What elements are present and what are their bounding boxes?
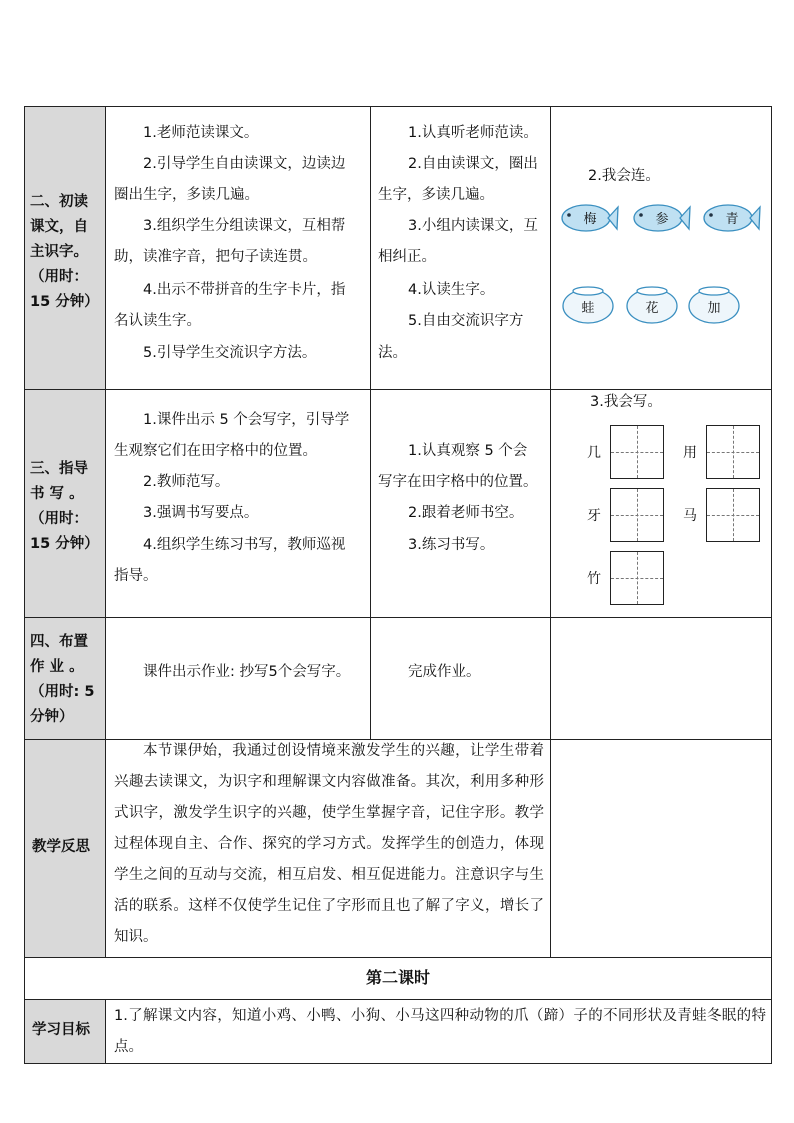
text-line: 助，读准字音，把句子读连贯。 bbox=[114, 249, 317, 265]
row-label bbox=[30, 187, 99, 318]
label-line: （用时： bbox=[30, 269, 88, 285]
write-char-label: 用 bbox=[683, 445, 697, 461]
text-line: 5.自由交流识字方 bbox=[408, 313, 524, 329]
text-line: 5.引导学生交流识字方法。 bbox=[143, 345, 317, 361]
row-label bbox=[30, 627, 94, 733]
label-line: 课文，自 bbox=[30, 219, 88, 235]
exercise-title: 3.我会写。 bbox=[590, 394, 662, 410]
text-line: 4.出示不带拼音的生字卡片，指 bbox=[143, 282, 346, 298]
text-line: 1.认真观察 5 个会 bbox=[408, 443, 528, 459]
text-line: 生字，多读几遍。 bbox=[378, 187, 494, 203]
write-char-label: 竹 bbox=[587, 571, 601, 587]
fish-char: 青 bbox=[725, 212, 739, 227]
text-line: 圈出生字，多读几遍。 bbox=[114, 187, 259, 203]
label-line: 15 分钟） bbox=[30, 294, 99, 310]
label-line: 二、初读 bbox=[30, 194, 88, 210]
write-char-label: 马 bbox=[683, 508, 697, 524]
student-homework: 完成作业。 bbox=[408, 664, 481, 680]
label-line: 作 业 。 bbox=[30, 659, 84, 675]
section-title: 第二课时 bbox=[365, 968, 430, 987]
objective-text: 1.了解课文内容，知道小鸡、小鸭、小狗、小马这四种动物的爪（蹄）子的不同形状及青蛙冬眠的特点。 bbox=[114, 1008, 766, 1055]
text-line: 4.组织学生练习书写，教师巡视 bbox=[143, 537, 346, 553]
tianzige-box[interactable] bbox=[610, 488, 664, 542]
fish-char: 梅 bbox=[583, 212, 597, 227]
text-line: 生观察它们在田字格中的位置。 bbox=[114, 443, 317, 459]
tianzige-box[interactable] bbox=[610, 425, 664, 479]
text-line: 3.小组内读课文，互 bbox=[408, 218, 538, 234]
exercise-title: 2.我会连。 bbox=[588, 168, 660, 184]
write-char-label: 几 bbox=[587, 445, 601, 461]
text-line: 3.练习书写。 bbox=[408, 537, 495, 553]
fish-and-bowls-illustration bbox=[556, 196, 766, 328]
text-line: 4.认读生字。 bbox=[408, 282, 495, 298]
reflection-text: 本节课伊始，我通过创设情境来激发学生的兴趣，让学生带着兴趣去读课文，为识字和理解课文内容做准备。其次，利用多种形式识字，激发学生识字的兴趣，使学生掌握字音，记住字形。教学过程体现自主、合作、探究的学习方式。发挥学生的创造力，体现学生之间的互动与交流，相互启发、相互促进能力。注意识字与生活的联系。这样不仅使学生记住了字形而且也了解了字义，增长了知识。 bbox=[114, 743, 544, 945]
fishbowl-icon[interactable] bbox=[689, 287, 739, 323]
fish-char: 参 bbox=[655, 212, 669, 227]
tianzige-box[interactable] bbox=[706, 488, 760, 542]
text-line: 2.引导学生自由读课文，边读边 bbox=[143, 156, 346, 172]
row-label: 学习目标 bbox=[32, 1022, 90, 1038]
tianzige-box[interactable] bbox=[706, 425, 760, 479]
label-line: 15 分钟） bbox=[30, 536, 99, 552]
text-line: 2.自由读课文，圈出 bbox=[408, 156, 538, 172]
bowl-char: 蛙 bbox=[581, 301, 595, 316]
tianzige-box[interactable] bbox=[610, 551, 664, 605]
fish-icon[interactable] bbox=[634, 205, 690, 231]
text-line: 法。 bbox=[378, 345, 407, 361]
fishbowl-icon[interactable] bbox=[627, 287, 677, 323]
text-line: 1.课件出示 5 个会写字，引导学 bbox=[143, 412, 350, 428]
fish-icon[interactable] bbox=[704, 205, 760, 231]
label-line: 四、布置 bbox=[30, 634, 88, 650]
label-line: 书 写 。 bbox=[30, 486, 84, 502]
text-line: 名认读生字。 bbox=[114, 313, 201, 329]
bowl-char: 加 bbox=[707, 301, 721, 316]
text-line: 2.跟着老师书空。 bbox=[408, 505, 524, 521]
text-line: 1.老师范读课文。 bbox=[143, 125, 259, 141]
label-line: 主识字。 bbox=[30, 244, 88, 260]
text-line: 2.教师范写。 bbox=[143, 474, 230, 490]
text-line: 3.强调书写要点。 bbox=[143, 505, 259, 521]
fishbowl-icon[interactable] bbox=[563, 287, 613, 323]
text-line: 3.组织学生分组读课文，互相帮 bbox=[143, 218, 346, 234]
label-line: （用时： bbox=[30, 511, 88, 527]
text-line: 1.认真听老师范读。 bbox=[408, 125, 538, 141]
bowl-char: 花 bbox=[645, 301, 659, 316]
text-line: 写字在田字格中的位置。 bbox=[378, 474, 538, 490]
label-line: 三、指导 bbox=[30, 461, 88, 477]
write-char-label: 牙 bbox=[587, 508, 601, 524]
label-line: 分钟） bbox=[30, 709, 74, 725]
row-label: 教学反思 bbox=[32, 839, 90, 855]
row-label bbox=[30, 454, 99, 560]
fish-icon[interactable] bbox=[562, 205, 618, 231]
text-line: 相纠正。 bbox=[378, 249, 436, 265]
text-line: 指导。 bbox=[114, 568, 158, 584]
label-line: （用时: 5 bbox=[30, 684, 95, 700]
teacher-homework: 课件出示作业: 抄写5个会写字。 bbox=[143, 664, 351, 680]
